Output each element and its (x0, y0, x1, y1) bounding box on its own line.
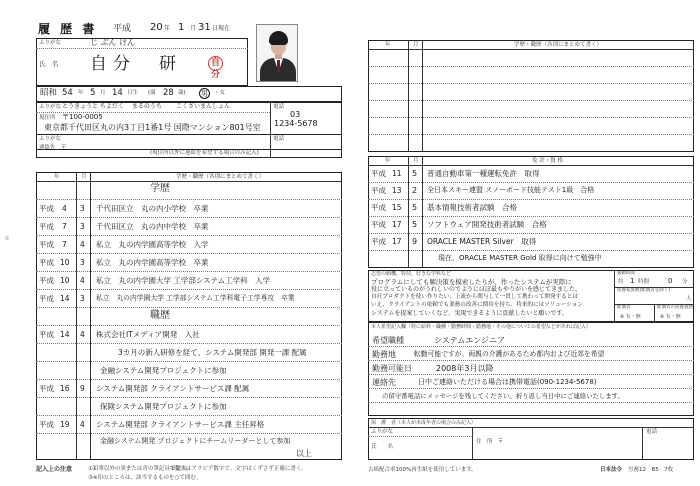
sex-male: 男 (201, 90, 208, 98)
history-row-year: 7 (62, 222, 67, 231)
guardian-label: 保 護 者（本人が未成年者の場合のみ記入） (371, 420, 477, 426)
license-row-month: 2 (412, 186, 418, 195)
date-year: 20 (150, 22, 163, 33)
request-value: 日中ご連絡いただける場合は携帯電話(090-1234-5678) (418, 378, 597, 386)
name-label: 氏 名 (39, 60, 59, 68)
birth-year: 54 (62, 88, 73, 98)
history-row-era: 平成 (39, 222, 54, 231)
history-row-year: 16 (60, 384, 70, 393)
guardian-name-label: 氏 名 (371, 444, 394, 450)
name-furigana-label: ふりがな (39, 40, 62, 46)
birth-day: 14 (112, 88, 123, 98)
license-row-month: 5 (412, 169, 418, 178)
address-furigana-building: こくさいまんしょん (176, 103, 231, 110)
request-key: 連絡先 (372, 378, 396, 387)
history-col-desc: 学歴・職歴（各別にまとめて書く） (176, 174, 265, 180)
motive-line: 自社プロダクトを使い作りたい、上流から関与して一貫して携わって開発するとは (371, 294, 578, 300)
commute-minute-label: 分 (682, 279, 688, 285)
spouse-support-options: ※ 有・無 (660, 314, 681, 320)
guardian-address-label: 住 所 〒 (476, 439, 504, 445)
history-row-year: 4 (62, 204, 67, 213)
license-row-year: 11 (392, 169, 402, 178)
license-row-year: 13 (392, 186, 402, 195)
footer-note-2: ②数字はアラビア数字で、文字はくずさず正確に書く。 (170, 466, 307, 472)
history-row-text: 3カ月の新人研修を経て、システム開発部 開発一課 配属 (118, 348, 307, 357)
date-era: 平成 (113, 24, 132, 34)
license-row-text: ORACLE MASTER Silver 取得 (427, 237, 537, 246)
license-row-month: 5 (412, 203, 418, 212)
contact-label: 連絡先 〒 (39, 145, 67, 151)
motive-line: いえ、クライアントの依頼でも業務の改善に期待を持ち、将来的にはソリューション (371, 302, 583, 308)
history-row-era: 平成 (39, 240, 54, 249)
birth-month: 5 (90, 88, 96, 98)
name-furigana: じ ぶん けん (90, 38, 136, 47)
license-row-year: 15 (392, 203, 402, 212)
address-value: 東京都千代田区丸の内3丁目1番1号 国際マンション801号室 (44, 123, 261, 132)
spouse-label: 配偶者 (617, 305, 631, 310)
license-row-year: 17 (392, 237, 402, 246)
history-row-year: 10 (60, 276, 70, 285)
license-row-year: 17 (392, 220, 402, 229)
license-row-era: 平成 (371, 203, 386, 212)
license-row-era: 平成 (371, 169, 386, 178)
motive-label: 志望の動機、特技、好きな学科など (371, 271, 452, 277)
history2-col-month: 月 (413, 42, 419, 48)
history-row-year: 14 (60, 294, 70, 303)
history-row-era: 平成 (39, 420, 54, 429)
history-row-era: 平成 (39, 294, 54, 303)
commute-minutes: 0 (668, 277, 673, 285)
name-value: 自分 研 (90, 54, 182, 74)
id-photo (256, 24, 298, 82)
document-title: 履 歴 書 (38, 22, 98, 36)
history-row-text: システム開発部 クライアントサービス課 配属 (96, 384, 250, 393)
history-row-text: 金融システム開発 プロジェクトにチームリーダーとして参加 (100, 437, 291, 445)
history-row-text: 千代田区立 丸の内小学校 卒業 (96, 204, 209, 213)
motive-line: 役に立っているのがうれしいのでようにほぼ最もやりがいを感じてきました。 (371, 286, 582, 293)
date-month-label: 月 (190, 25, 197, 32)
license-row-era: 平成 (371, 186, 386, 195)
resume-left-page: d 履 歴 書 平成 20 年 1 月 31 日現在 ふりがな じ ぶん けん 氏 名 自分 研 自分 昭和 54 年 5 月 14 日生 (満 28 歳) 男 ・女 ふりがな とうきょうと ちよだく まるのうち こくさいまんしょん 現住所 〒100-0005 東京都千代田区丸の内3丁目1番1号 国際マンション801号室 電話 03 1234-5678 ふりがな 連絡先 〒 (現住所以外に連絡を希望する場合のみ記入) 電話 年 月 学歴・職歴（各別にまとめて書く） 学歴 平成 4 3 千代田区立 丸の内小学校 卒業 平成 7 3 千代田区立 丸の内中学校 卒業 平成 7 4 私立 丸の内学園高等学校 入学 平成 10 3 私立 丸の内学園高等学校 卒業 平成 10 4 私立 丸の内学園大学 工学部システム工学科 入学 平成 14 3 私立 丸の内学園大学 工学部システム工学科電子工学専攻 卒業 職歴 平成 14 4 株式会社ITメディア開発 入社 3カ月の新人研修を経て、システム開発部 開発一課 配属 金融システム開発プロジェクトに参加 平成 16 9 システム開発部 クライアントサービス課 配属 保険システム開発プロジェクトに参加 平成 19 4 システム開発部 クライアントサービス課 主任昇格 金融システム開発 プロジェクトにチームリーダーとして参加 以上 記入上の注意 ①鉛筆以外の黒または青の筆記具で記入。 ②数字はアラビア数字で、文字はくずさず正確に書く。 ③※印のところは、該当するものを○で囲む。 (0, 0, 350, 486)
name-seal-stamp: 自分 (208, 56, 223, 71)
history-row-text: 保険システム開発プロジェクトに参加 (100, 402, 227, 411)
history-row-era: 平成 (39, 330, 54, 339)
license-col-month: 月 (413, 158, 419, 164)
resume-right-page (352, 0, 700, 486)
request-value: 2008年3月以降 (436, 364, 494, 373)
history-end-marker: 以上 (296, 449, 312, 458)
birth-suffix: 日生 (127, 90, 139, 96)
history-row-year: 10 (60, 258, 70, 267)
history-row-text: システム開発部 クライアントサービス課 主任昇格 (96, 420, 265, 429)
footer-note-3: ③※印のところは、該当するものを○で囲む。 (88, 475, 202, 481)
license-col-desc: 免 許・資 格 (532, 158, 563, 164)
license-row-text: 現在、ORACLE MASTER Gold 取得に向けて勉強中 (438, 254, 602, 262)
dependents-label: 扶養家族数(配偶者を除く) (617, 288, 671, 293)
license-row-text: 基本情報技術者試験 合格 (427, 203, 517, 212)
history-row-month: 3 (80, 222, 85, 231)
request-key: 勤務地 (372, 350, 396, 359)
age-suffix: 歳) (178, 90, 186, 96)
request-value: システムエンジニア (434, 336, 505, 345)
contact-note: (現住所以外に連絡を希望する場合のみ記入) (150, 150, 259, 156)
age-label: (満 (148, 90, 156, 96)
birth-era: 昭和 (40, 88, 58, 98)
history-row-text: 金融システム開発プロジェクトに参加 (100, 366, 227, 375)
history-row-text: 私立 丸の内学園高等学校 入学 (96, 240, 209, 249)
motive-line: システムを提案していくなど、実現できるように貢献したいと願いです。 (371, 310, 568, 317)
request-label: 本人希望記入欄（特に給料・職種・勤務時間・勤務地・その他についての希望などがあれば記入） (371, 324, 591, 330)
history-row-year: 7 (62, 240, 67, 249)
phone-label: 電話 (273, 104, 285, 110)
date-month: 1 (178, 22, 185, 33)
phone-area: 03 (290, 110, 301, 119)
contact-furigana-label: ふりがな (39, 136, 62, 142)
contact-phone-label: 電話 (273, 136, 285, 142)
dependents-suffix: 人 (686, 296, 692, 302)
history-row-month: 9 (80, 384, 85, 393)
section-education: 学歴 (150, 183, 170, 194)
history-row-month: 3 (80, 204, 85, 213)
request-value: 転勤可能ですが、両親の介護があるため都内および近郊を希望 (414, 350, 605, 358)
request-value: の留守番電話にメッセージを残してください。折り返し当日中にご連絡いたします。 (382, 392, 624, 400)
footer-brand: 日本法令 (600, 467, 623, 473)
postal-code: 〒100-0005 (62, 113, 103, 121)
footer-form-code: 労務12 B5 7枚 (628, 467, 674, 473)
history2-col-desc: 学歴・職歴（各別にまとめて書く） (514, 42, 603, 48)
history-continued-table (368, 40, 694, 152)
license-row-month: 5 (412, 220, 418, 229)
motive-line: プログラムにしても解決策を模索したりが、作ったシステムが実際に (371, 278, 572, 286)
history-col-month: 月 (81, 174, 87, 180)
history-row-era: 平成 (39, 384, 54, 393)
license-row-text: 全日本スキー連盟 スノーボード技能テスト1級 合格 (427, 186, 595, 194)
commute-label: 通勤時間 (617, 271, 635, 276)
request-key: 勤務可能日 (372, 364, 412, 373)
commute-prefix: 約 (618, 279, 624, 285)
history-row-month: 3 (80, 258, 85, 267)
spouse-support-label: 配偶者の扶養義務 (657, 305, 693, 310)
history-row-year: 19 (60, 420, 70, 429)
history-row-text: 私立 丸の内学園大学 工学部システム工学科電子工学専攻 卒業 (96, 294, 295, 302)
gutter-mark: d (5, 235, 9, 242)
address-furigana: とうきょうと ちよだく まるのうち (62, 103, 162, 110)
history2-col-year: 年 (385, 42, 391, 48)
footer-note-1: ①鉛筆以外の黒または青の筆記具で記入。 (88, 466, 192, 472)
request-key: 希望職種 (372, 336, 404, 345)
license-col-year: 年 (385, 158, 391, 164)
history-row-text: 私立 丸の内学園大学 工学部システム工学科 入学 (96, 276, 271, 285)
history-row-era: 平成 (39, 276, 54, 285)
date-day: 31 (198, 22, 211, 33)
footer-recycled-note: 古紙配合率100%再生紙を使用しています。 (368, 467, 477, 473)
license-row-era: 平成 (371, 237, 386, 246)
history-row-month: 4 (80, 330, 85, 339)
guardian-phone-label: 電話 (646, 429, 658, 435)
license-row-text: 普通自動車第一種運転免許 取得 (427, 169, 540, 178)
history-col-year: 年 (54, 174, 60, 180)
address-label: 現住所 (39, 115, 56, 121)
history-row-month: 4 (80, 420, 85, 429)
history-row-text: 千代田区立 丸の内中学校 卒業 (96, 222, 209, 231)
history-row-era: 平成 (39, 258, 54, 267)
history-table (36, 172, 342, 460)
license-row-month: 9 (412, 237, 418, 246)
history-row-month: 4 (80, 276, 85, 285)
address-furigana-label: ふりがな (39, 104, 62, 110)
license-row-text: ソフトウェア開発技術者試験 合格 (427, 220, 547, 229)
age-value: 28 (163, 88, 174, 98)
guardian-furigana-label: ふりがな (371, 429, 394, 435)
date-year-label: 年 (164, 25, 171, 32)
section-work: 職歴 (150, 310, 170, 321)
spouse-options: ※ 有・無 (620, 314, 641, 320)
date-suffix: 日現在 (212, 25, 231, 32)
commute-hour-label: 時間 (638, 279, 650, 285)
history-row-month: 4 (80, 240, 85, 249)
history-row-text: 株式会社ITメディア開発 入社 (96, 330, 200, 339)
commute-hours: 1 (630, 277, 635, 285)
license-row-era: 平成 (371, 220, 386, 229)
phone-number: 1234-5678 (274, 119, 318, 128)
history-row-text: 私立 丸の内学園高等学校 卒業 (96, 258, 209, 267)
history-row-era: 平成 (39, 204, 54, 213)
history-row-month: 3 (80, 294, 85, 303)
footer-notes-label: 記入上の注意 (36, 466, 73, 473)
history-row-year: 14 (60, 330, 70, 339)
